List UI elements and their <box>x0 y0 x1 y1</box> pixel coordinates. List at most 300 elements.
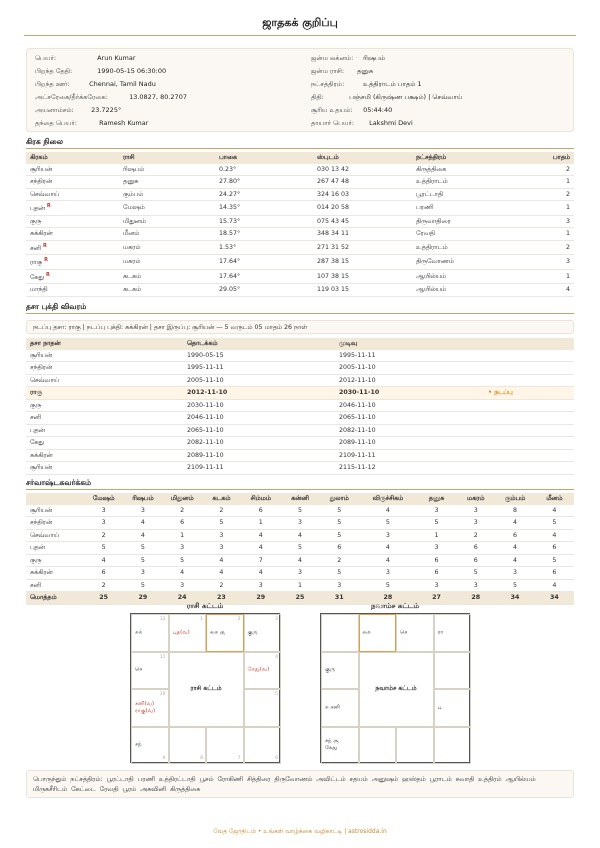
row-label: புதன் <box>30 544 45 551</box>
detail-row-right <box>311 79 422 90</box>
column-header: மேஷம் <box>92 495 115 502</box>
bindu-value: 3 <box>337 581 342 589</box>
table-row <box>26 362 574 375</box>
total-value: 29 <box>256 594 266 601</box>
detail-value: 13.0827, 80.2707 <box>129 93 187 101</box>
current-tag <box>484 437 574 450</box>
column-header: நட்சத்திரம் <box>416 154 447 161</box>
planet-label: குரு <box>30 217 42 225</box>
planet-label: சுக்கிரன் <box>30 230 53 238</box>
bindu-value: 4 <box>513 519 518 526</box>
column-header: கன்னி <box>291 495 309 502</box>
cell-sputam: 075 43 45 <box>317 217 350 225</box>
table-row <box>26 554 574 567</box>
house-thula <box>206 727 244 765</box>
total-value: 34 <box>510 594 520 601</box>
navamsa-chart <box>320 613 470 763</box>
detail-label: தந்தை பெயர்: <box>35 119 77 127</box>
detail-value: Lakshmi Devi <box>369 119 413 127</box>
house-vrischika <box>359 727 397 765</box>
table-row <box>26 387 574 400</box>
rasi-chart <box>130 613 280 763</box>
detail-row-right <box>311 66 373 77</box>
bindu-value: 3 <box>434 544 439 551</box>
detail-label: ஜன்ம லக்னம்: <box>311 54 354 62</box>
bindu-value: 5 <box>297 506 302 514</box>
detail-label: திதி: <box>311 93 324 101</box>
bindu-value: 4 <box>140 519 145 526</box>
cell-degree: 29.05° <box>219 286 241 294</box>
detail-label: தாயார் பெயர்: <box>311 119 355 127</box>
dasha-lord: குரு <box>30 401 42 409</box>
planets-in-house <box>210 629 225 636</box>
table-row <box>26 529 574 542</box>
column-header: மீனம் <box>546 495 563 502</box>
dasha-end: 2046-11-10 <box>339 401 376 409</box>
bindu-value: 5 <box>140 544 145 551</box>
dasha-end: 2005-11-10 <box>339 364 376 371</box>
bindu-value: 3 <box>258 581 263 589</box>
table-row <box>26 176 574 189</box>
planet-label: சூரியன் <box>30 165 53 173</box>
bindu-value: 3 <box>297 519 302 526</box>
cell-pada: 2 <box>565 190 570 198</box>
table-row <box>26 350 574 362</box>
dasha-end: 2065-11-10 <box>339 414 376 421</box>
cell-rasi: கும்பம் <box>123 190 144 198</box>
cell-star: திருவாதிரை <box>416 217 451 225</box>
cell-degree: 0.23° <box>219 165 237 173</box>
house-simha <box>244 689 282 727</box>
current-dasha-summary: நடப்பு தசா: ராகு | நடப்பு புக்தி: சுக்கிரன் | தசா இருப்பு: சூரியன் — 5 வருடம் 05 மாதம் 26 நாள் <box>26 320 574 334</box>
planet-abbrev: புத(வ) <box>172 629 190 636</box>
detail-row-right <box>311 53 385 64</box>
planets-in-house <box>248 667 270 674</box>
total-label: மொத்தம் <box>30 594 57 601</box>
dasha-end: 2030-11-10 <box>339 389 380 396</box>
planets-in-house <box>325 704 340 711</box>
bindu-value: 7 <box>258 556 263 564</box>
house-kataka <box>434 652 472 690</box>
detail-row-right <box>311 105 392 116</box>
column-header: பாதம் <box>552 154 570 161</box>
planets-in-house <box>438 629 444 636</box>
current-tag <box>484 374 574 387</box>
bindu-value: 5 <box>434 519 439 526</box>
cell-rasi: கடகம் <box>123 272 142 280</box>
detail-label: பெயர்: <box>35 54 57 62</box>
bindu-value: 6 <box>434 569 439 576</box>
house-number: 1 <box>200 617 203 622</box>
cell-sputam: 324 16 03 <box>317 190 350 198</box>
detail-label: பிறந்த ஊர்: <box>35 80 70 88</box>
cell-sputam: 014 20 58 <box>317 204 350 212</box>
column-header: மகரம் <box>467 495 485 502</box>
bindu-value: 3 <box>385 531 390 539</box>
bindu-value: 4 <box>258 531 263 539</box>
planet-abbrev: செ <box>135 666 143 673</box>
cell-degree: 1.53° <box>219 243 237 251</box>
house-kanni <box>244 727 282 765</box>
detail-value: Arun Kumar <box>97 54 136 62</box>
cell-pada: 2 <box>565 243 570 251</box>
cell-sputam: 267 47 48 <box>317 178 350 185</box>
bindu-value: 4 <box>180 569 185 576</box>
dasha-end: 1995-11-11 <box>339 351 376 359</box>
detail-value: 23.7225° <box>91 106 122 114</box>
planet-abbrev: சனி(வ) <box>135 700 155 707</box>
detail-label: அட்சரேகை/தீர்க்கரேகை: <box>35 93 108 101</box>
cell-star: பரணி <box>416 204 434 212</box>
bindu-value: 6 <box>101 569 106 576</box>
dasha-start: 2046-11-10 <box>187 414 224 421</box>
planets-in-house <box>135 667 142 674</box>
bindu-value: 5 <box>385 519 390 526</box>
house-mithuna <box>244 614 282 652</box>
graha-table <box>26 152 574 297</box>
cell-sputam: 348 34 11 <box>317 230 350 238</box>
retrograde-mark: R <box>46 203 51 209</box>
planets-in-house <box>400 629 407 636</box>
column-header: கிரகம் <box>30 154 48 161</box>
planet-abbrev: ராகு(வ) <box>135 707 156 714</box>
dasha-start: 2030-11-10 <box>187 401 224 409</box>
detail-row-left <box>35 66 166 77</box>
bindu-value: 5 <box>552 519 557 526</box>
retrograde-mark: R <box>45 271 50 278</box>
planet-label: கேது <box>30 273 44 281</box>
cell-pada: 1 <box>565 178 570 185</box>
bindu-value: 5 <box>337 506 342 514</box>
row-label: குரு <box>30 556 42 564</box>
total-value: 23 <box>217 594 226 601</box>
detail-row-right <box>311 92 463 103</box>
column-header: கடகம் <box>212 495 231 502</box>
house-meena <box>131 614 169 652</box>
bindu-value: 6 <box>337 544 342 551</box>
planets-in-house <box>173 629 190 636</box>
cell-degree: 17.64° <box>219 272 241 280</box>
column-header: சிம்மம் <box>250 495 271 502</box>
bindu-value: 6 <box>473 556 478 564</box>
dasha-lord: சந்திரன் <box>30 364 53 371</box>
sarva-section-title: சர்வாஷ்டகவர்க்கம் <box>26 478 92 487</box>
house-number: 7 <box>237 756 241 761</box>
section-divider <box>26 148 574 149</box>
house-mithuna <box>434 614 472 652</box>
cell-pada: 2 <box>565 165 570 173</box>
house-dhanu <box>321 727 359 765</box>
bindu-value: 3 <box>473 581 478 589</box>
detail-value: Chennai, Tamil Nadu <box>89 80 156 88</box>
current-tag <box>484 449 574 462</box>
dasha-lord: கேது <box>30 439 44 446</box>
total-value: 34 <box>549 594 559 601</box>
bindu-value: 4 <box>219 556 224 564</box>
dasha-start: 1995-11-11 <box>187 364 224 371</box>
house-number: 8 <box>200 756 203 761</box>
planet-label: மாந்தி <box>30 286 48 294</box>
current-tag: • நடப்பு <box>488 389 513 396</box>
bindu-value: 5 <box>337 519 342 526</box>
table-row <box>26 517 574 530</box>
total-value: 25 <box>295 594 305 601</box>
bindu-value: 3 <box>297 569 302 576</box>
bindu-value: 1 <box>297 581 302 589</box>
cell-rasi: மகரம் <box>123 258 141 266</box>
detail-value: ரிஷபம் <box>363 54 386 62</box>
table-row <box>26 284 574 297</box>
detail-label: அயனாம்சம்: <box>35 106 74 114</box>
cell-rasi: மகரம் <box>123 243 141 251</box>
bindu-value: 6 <box>473 544 478 551</box>
house-kumba <box>321 652 359 690</box>
house-thula <box>396 727 434 765</box>
table-row <box>26 412 574 425</box>
column-header: பாகை <box>219 154 237 161</box>
bindu-value: 4 <box>140 531 145 539</box>
table-row <box>26 449 574 462</box>
planets-in-house <box>363 629 371 636</box>
bindu-value: 4 <box>385 544 390 551</box>
birth-details-panel <box>26 48 574 132</box>
house-meena <box>321 614 359 652</box>
bindu-value: 2 <box>101 531 106 539</box>
sarvashtakavarga-table <box>26 493 574 605</box>
table-row <box>26 215 574 228</box>
detail-label: பிறந்த தேதி: <box>35 67 73 75</box>
total-value: 27 <box>432 594 441 601</box>
cell-degree: 15.73° <box>219 217 241 225</box>
house-kataka <box>244 652 282 690</box>
bindu-value: 3 <box>434 506 439 514</box>
house-number: 9 <box>162 756 166 761</box>
table-row <box>26 437 574 450</box>
planet-name <box>26 215 119 228</box>
total-value: 29 <box>138 594 148 601</box>
planets-in-house <box>438 704 442 711</box>
planet-abbrev: பு <box>437 704 442 711</box>
dasha-lord: சூரியன் <box>30 351 53 359</box>
house-number: 2 <box>237 617 241 622</box>
current-tag <box>484 350 574 362</box>
row-label: சந்திரன் <box>30 519 53 526</box>
bindu-value: 5 <box>552 556 557 564</box>
planet-abbrev: ரா <box>437 629 444 636</box>
dasha-end: 2115-11-12 <box>339 464 376 471</box>
table-row <box>26 505 574 517</box>
detail-label: ஜன்ம ராசி: <box>311 67 345 75</box>
total-value: 28 <box>471 594 481 601</box>
table-row <box>26 399 574 412</box>
planets-in-house <box>135 742 142 749</box>
bindu-value: 4 <box>258 569 263 576</box>
cell-pada: 1 <box>565 230 570 238</box>
dasha-lord: சுக்கிரன் <box>30 451 53 459</box>
bindu-value: 1 <box>258 519 263 526</box>
detail-value: தனுசு <box>357 67 374 75</box>
detail-value: உத்திராடம் பாதம் 1 <box>363 80 422 88</box>
planet-name <box>26 269 119 284</box>
planet-abbrev: சந் <box>135 741 142 748</box>
bindu-value: 5 <box>385 581 390 589</box>
column-header: தொடக்கம் <box>187 340 218 347</box>
bindu-value: 3 <box>140 569 145 576</box>
cell-degree: 14.35° <box>219 204 241 212</box>
column-header: ரிஷபம் <box>132 495 154 502</box>
house-rishaba <box>206 614 244 652</box>
cell-pada: 1 <box>565 204 570 212</box>
bindu-value: 5 <box>337 531 342 539</box>
planet-abbrev: செ <box>400 629 408 636</box>
house-makara <box>131 689 169 727</box>
title-divider <box>24 35 576 36</box>
planet-abbrev: குரு <box>247 629 258 636</box>
footer-text: வேத ஜோதிடம் • உங்கள் வாழ்க்கை வழிகாட்டி | astrosidda.in <box>213 828 387 835</box>
planet-abbrev: கேது(வ) <box>247 666 270 673</box>
house-number: 3 <box>275 617 278 622</box>
planet-name <box>26 201 119 216</box>
cell-sputam: 271 31 52 <box>317 243 350 251</box>
planets-in-house <box>135 701 155 715</box>
bindu-value: 5 <box>140 556 145 564</box>
bindu-value: 2 <box>473 531 478 539</box>
detail-row-left <box>35 53 136 64</box>
bindu-value: 3 <box>219 531 224 539</box>
planet-abbrev: சந் சூ <box>325 738 339 745</box>
column-header: ராசி <box>123 154 135 161</box>
planet-name <box>26 255 119 270</box>
planet-label: செவ்வாய் <box>30 190 60 198</box>
detail-value: 1990-05-15 06:30:00 <box>97 67 167 75</box>
chart-center-label: ராசி கட்டம் <box>169 652 244 727</box>
cell-pada: 3 <box>565 217 570 225</box>
house-mesha <box>169 614 207 652</box>
detail-value: பஞ்சமி (கிருஷ்ண பக்ஷம்) | செவ்வாய் <box>349 93 463 101</box>
bindu-value: 4 <box>513 556 518 564</box>
planet-label: சனி <box>30 244 42 252</box>
planets-in-house <box>325 738 339 752</box>
dasha-start: 2065-11-10 <box>187 426 224 434</box>
house-vrischika <box>169 727 207 765</box>
detail-value: 05:44:40 <box>363 106 393 114</box>
bindu-value: 2 <box>219 506 224 514</box>
table-row <box>26 255 574 270</box>
current-tag <box>484 362 574 375</box>
dasha-start: 2109-11-11 <box>187 464 224 471</box>
table-row <box>26 228 574 241</box>
bindu-value: 5 <box>513 581 518 589</box>
cell-sputam: 119 03 15 <box>317 286 350 294</box>
column-header: ஸ்புடம் <box>317 154 339 161</box>
bindu-value: 5 <box>473 569 478 576</box>
bindu-value: 4 <box>297 531 302 539</box>
cell-star: உத்திராடம் <box>416 243 448 251</box>
cell-sputam: 287 38 15 <box>317 258 350 266</box>
cell-star: ஆயில்யம் <box>416 272 447 280</box>
current-tag <box>484 462 574 475</box>
house-rishaba <box>396 614 434 652</box>
bindu-value: 2 <box>337 556 342 564</box>
cell-star: ரேவதி <box>416 230 435 238</box>
bindu-value: 6 <box>180 519 185 526</box>
bindu-value: 3 <box>101 519 106 526</box>
bindu-value: 2 <box>101 581 106 589</box>
bindu-value: 4 <box>552 506 557 514</box>
retrograde-mark: R <box>44 257 48 264</box>
column-header: முடிவு <box>339 340 358 347</box>
bindu-value: 5 <box>297 544 302 551</box>
section-divider <box>26 489 574 490</box>
bindu-value: 3 <box>473 519 478 526</box>
planet-name <box>26 240 119 255</box>
house-number: 12 <box>159 617 166 622</box>
cell-rasi: மிதுனம் <box>123 217 146 225</box>
bindu-value: 3 <box>219 544 224 551</box>
bindu-value: 3 <box>473 506 478 514</box>
house-simha <box>434 689 472 727</box>
bindu-value: 6 <box>258 506 263 514</box>
cell-rasi: தனுசு <box>123 178 139 185</box>
dasha-start: 2089-11-10 <box>187 451 224 459</box>
bindu-value: 4 <box>552 581 557 589</box>
bindu-value: 4 <box>219 569 224 576</box>
bindu-value: 8 <box>513 506 518 514</box>
planet-abbrev: சுக் <box>135 629 143 636</box>
row-label: செவ்வாய் <box>30 531 60 539</box>
bindu-value: 3 <box>513 569 518 576</box>
retrograde-mark: R <box>43 242 47 249</box>
planet-name <box>26 188 119 201</box>
row-label: சூரியன் <box>30 506 53 514</box>
cell-degree: 24.27° <box>219 190 241 198</box>
section-divider <box>26 313 574 314</box>
detail-label: நட்சத்திரம்: <box>311 80 345 88</box>
planet-abbrev: குரு <box>325 666 335 673</box>
dasha-end: 2109-11-11 <box>339 451 376 459</box>
row-label: சனி <box>30 581 42 589</box>
planet-abbrev: லக சூ <box>210 629 226 636</box>
bindu-value: 3 <box>434 581 439 589</box>
house-dhanu <box>131 727 169 765</box>
bindu-value: 3 <box>101 506 106 514</box>
house-kumba <box>131 652 169 690</box>
column-header: தனுசு <box>428 495 445 502</box>
dasha-lord: ராகு <box>30 389 43 396</box>
total-value: 24 <box>177 594 187 601</box>
bindu-value: 3 <box>385 569 390 576</box>
dasha-start: 1990-05-15 <box>187 351 224 359</box>
dasha-start: 2005-11-10 <box>187 376 224 384</box>
planets-in-house <box>325 667 335 674</box>
dasha-lord: சூரியன் <box>30 464 53 471</box>
dasha-start: 2082-11-10 <box>187 439 224 446</box>
bindu-value: 3 <box>180 544 185 551</box>
cell-rasi: ரிஷபம் <box>123 165 145 173</box>
graha-section-title: கிரக நிலை <box>26 137 63 146</box>
compatible-stars-panel: பொருந்தும் நட்சத்திரம்: பூரட்டாதி பரணி உத்திரட்டாதி பூசம் ரோகிணி சித்திரை திருவோணம் அவிட்டம் சதயம் அனுஷம் ஹஸ்தம் பூராடம் சுவாதி உத்திரம் ஆயில்யம் மிருகசீரிடம் கேட்டை ரேவதி பூரம் அசுவினி கிருத்திகை <box>26 770 574 798</box>
table-row <box>26 240 574 255</box>
cell-rasi: மீனம் <box>123 230 140 238</box>
dasha-lord: சனி <box>30 414 42 421</box>
cell-sputam: 107 38 15 <box>317 272 350 280</box>
planet-label: ராகு <box>30 259 43 267</box>
bindu-value: 4 <box>552 531 557 539</box>
table-row <box>26 462 574 475</box>
cell-star: திருவோணம் <box>416 258 454 266</box>
table-row <box>26 164 574 176</box>
bindu-value: 1 <box>180 531 185 539</box>
